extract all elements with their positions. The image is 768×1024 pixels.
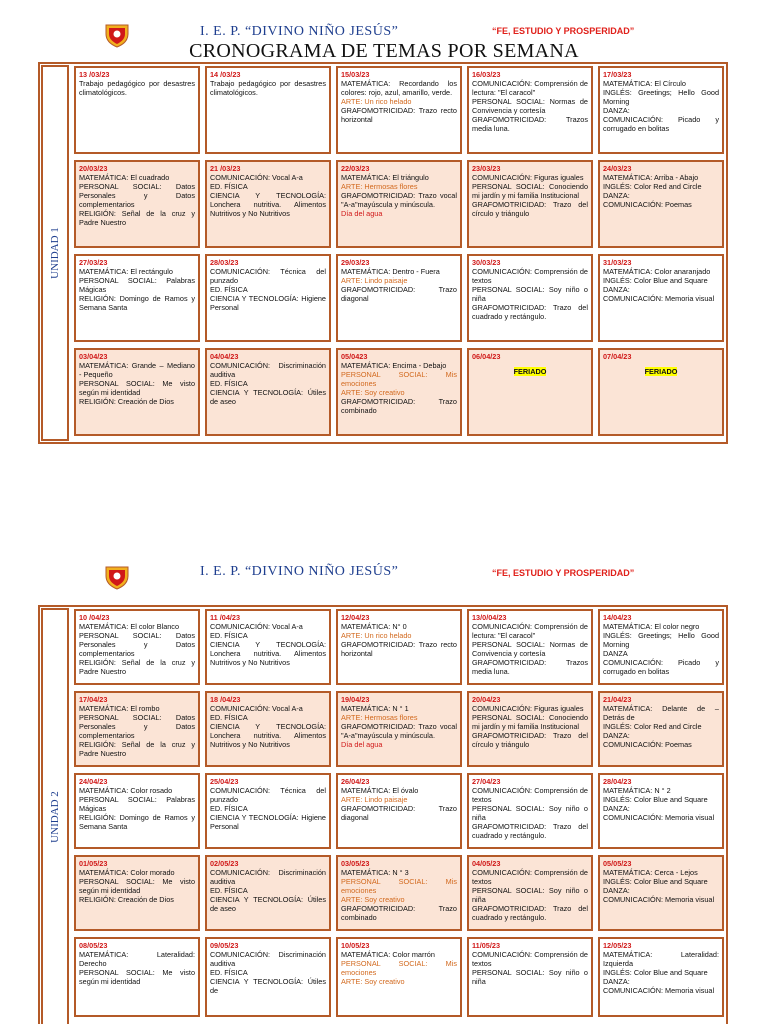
topic-line: COMUNICACIÓN: Figuras iguales xyxy=(472,704,584,713)
topic-line: PERSONAL SOCIAL: Me visto según mi identidad xyxy=(79,877,195,895)
topic-line: PERSONAL SOCIAL: Conociendo mi jardín y mi familia Institucional xyxy=(472,182,588,200)
schedule-cell xyxy=(467,609,593,685)
topic-line: COMUNICACIÓN: Comprensión de lectura: "El caracol" xyxy=(472,79,588,97)
unit2-schedule-grid xyxy=(74,609,724,1024)
topic-line: COMUNICACIÓN: Técnica del punzado xyxy=(210,267,326,285)
schedule-cell xyxy=(598,348,724,436)
schedule-cell xyxy=(205,609,331,685)
topic-line: ARTE: Un rico helado xyxy=(341,631,412,640)
topic-line: Trabajo pedagógico por desastres climatológicos. xyxy=(210,79,326,97)
schedule-cell xyxy=(467,66,593,154)
topic-line: PERSONAL SOCIAL: Normas de Convivencia y cortesía xyxy=(472,640,588,658)
topic-line: MATEMÁTICA: El rectángulo xyxy=(79,267,173,276)
topic-line: COMUNICACIÓN: Vocal A-a xyxy=(210,173,303,182)
topic-line: GRAFOMOTRICIDAD: Trazo vocal "A-a"mayúscula y minúscula. xyxy=(341,191,457,209)
cell-date: 25/04/23 xyxy=(210,777,239,786)
topic-line: ARTE: Soy creativo xyxy=(341,977,405,986)
topic-line: ARTE: Lindo paisaje xyxy=(341,795,408,804)
topic-line: COMUNICACIÓN: Discriminación auditiva xyxy=(210,868,326,886)
cell-date: 10/05/23 xyxy=(341,941,370,950)
topic-line: CIENCIA Y TECNOLOGÍA: Útiles de aseo xyxy=(210,388,326,406)
topic-line: COMUNICACIÓN: Memoria visual xyxy=(603,813,715,822)
schedule-cell xyxy=(74,773,200,849)
topic-line: MATEMÁTICA: Arriba - Abajo xyxy=(603,173,699,182)
schedule-cell xyxy=(467,773,593,849)
topic-line: CIENCIA Y TECNOLOGÍA: Higiene Personal xyxy=(210,813,326,831)
topic-line: Trabajo pedagógico por desastres climatológicos. xyxy=(79,79,195,97)
topic-line: MATEMÁTICA: Lateralidad: Derecho xyxy=(79,950,195,968)
topic-line: MATEMÁTICA: N ° 3 xyxy=(341,868,409,877)
cell-date: 13/0/04/23 xyxy=(472,613,507,622)
schedule-cell xyxy=(598,855,724,931)
schedule-cell xyxy=(467,855,593,931)
topic-line: DANZA: xyxy=(603,977,630,986)
topic-line: ARTE: Soy creativo xyxy=(341,388,405,397)
topic-line: COMUNICACIÓN: Poemas xyxy=(603,740,692,749)
cell-date: 13 /03/23 xyxy=(79,70,110,79)
topic-line: MATEMÁTICA: Grande – Mediano - Pequeño xyxy=(79,361,195,379)
topic-line: PERSONAL SOCIAL: Datos Personales y Datos complementarios xyxy=(79,631,195,658)
unit1-label-column xyxy=(41,65,69,441)
holiday-label xyxy=(472,367,588,376)
school-shield-logo-icon xyxy=(104,564,130,590)
topic-line: MATEMÁTICA: Color anaranjado xyxy=(603,267,711,276)
schedule-cell xyxy=(336,773,462,849)
topic-line: COMUNICACIÓN: Poemas xyxy=(603,200,692,209)
topic-line: PERSONAL SOCIAL: Soy niño o niña xyxy=(472,886,588,904)
schedule-cell xyxy=(598,609,724,685)
topic-line: ARTE: Hermosas flores xyxy=(341,713,418,722)
topic-line: COMUNICACIÓN: Picado y corrugado en bolitas xyxy=(603,115,719,133)
schedule-cell xyxy=(336,937,462,1017)
topic-line: INGLÉS: Color Blue and Square xyxy=(603,795,708,804)
cell-date: 05/0423 xyxy=(341,352,368,361)
cell-date: 20/03/23 xyxy=(79,164,108,173)
topic-line: COMUNICACIÓN: Comprensión de lectura: "El caracol" xyxy=(472,622,588,640)
cell-date: 04/04/23 xyxy=(210,352,239,361)
topic-line: RELIGIÓN: Señal de la cruz y Padre Nuestro xyxy=(79,658,195,676)
cell-date: 11 /04/23 xyxy=(210,613,241,622)
cell-date: 19/04/23 xyxy=(341,695,370,704)
topic-line: CIENCIA Y TECNOLOGÍA: Útiles de xyxy=(210,977,326,995)
topic-line: MATEMÁTICA: N° 0 xyxy=(341,622,407,631)
topic-line: PERSONAL SOCIAL: Datos Personales y Datos complementarios xyxy=(79,713,195,740)
topic-line: CIENCIA Y TECNOLOGÍA: Útiles de aseo xyxy=(210,895,326,913)
schedule-cell xyxy=(74,254,200,342)
schedule-cell xyxy=(598,254,724,342)
cell-date: 20/04/23 xyxy=(472,695,501,704)
cell-date: 12/05/23 xyxy=(603,941,632,950)
topic-line: CIENCIA Y TECNOLOGÍA: Lonchera nutritiva. Alimentos Nutritivos y No Nutritivos xyxy=(210,640,326,667)
unit2-label-column xyxy=(41,608,69,1024)
cell-date: 23/03/23 xyxy=(472,164,501,173)
cell-date: 27/04/23 xyxy=(472,777,501,786)
schedule-cell xyxy=(205,691,331,767)
topic-line: PERSONAL SOCIAL: Palabras Mágicas xyxy=(79,795,195,813)
topic-line: PERSONAL SOCIAL: Palabras Mágicas xyxy=(79,276,195,294)
topic-line: PERSONAL SOCIAL: Datos Personales y Datos complementarios xyxy=(79,182,195,209)
topic-line: COMUNICACIÓN: Picado y corrugado en bolitas xyxy=(603,658,719,676)
topic-line: COMUNICACIÓN: Memoria visual xyxy=(603,294,715,303)
topic-line: ED. FÍSICA xyxy=(210,379,248,388)
topic-line: PERSONAL SOCIAL: Soy niño o niña xyxy=(472,968,588,986)
cell-date: 17/03/23 xyxy=(603,70,632,79)
schedule-cell xyxy=(336,348,462,436)
cell-date: 08/05/23 xyxy=(79,941,108,950)
cell-date: 16/03/23 xyxy=(472,70,501,79)
topic-line: MATEMÁTICA: El color Blanco xyxy=(79,622,180,631)
topic-line: MATEMÁTICA: El triángulo xyxy=(341,173,429,182)
topic-line: GRAFOMOTRICIDAD: Trazos media luna. xyxy=(472,115,588,133)
topic-line: GRAFOMOTRICIDAD: Trazo combinado xyxy=(341,397,457,415)
topic-line: Día del agua xyxy=(341,740,383,749)
topic-line: INGLÉS: Greetings; Hello Good Morning xyxy=(603,88,719,106)
topic-line: ED. FÍSICA xyxy=(210,285,248,294)
schedule-cell xyxy=(467,348,593,436)
cell-date: 12/04/23 xyxy=(341,613,370,622)
page2-header xyxy=(0,556,768,596)
topic-line: MATEMÁTICA: El rombo xyxy=(79,704,160,713)
topic-line: GRAFOMOTRICIDAD: Trazo recto horizontal xyxy=(341,640,457,658)
holiday-highlight: FERIADO xyxy=(513,367,547,376)
cell-date: 26/04/23 xyxy=(341,777,370,786)
topic-line: CIENCIA Y TECNOLOGÍA: Lonchera nutritiva. Alimentos Nutritivos y No Nutritivos xyxy=(210,191,326,218)
topic-line: ARTE: Lindo paisaje xyxy=(341,276,408,285)
topic-line: INGLÉS: Color Red and Circle xyxy=(603,722,702,731)
topic-line: DANZA: xyxy=(603,285,630,294)
cell-date: 31/03/23 xyxy=(603,258,632,267)
topic-line: GRAFOMOTRICIDAD: Trazo del cuadrado y rectángulo. xyxy=(472,904,588,922)
topic-line: DANZA: xyxy=(603,886,630,895)
schedule-cell xyxy=(205,773,331,849)
topic-line: INGLÉS: Greetings; Hello Good Morning xyxy=(603,631,719,649)
cell-date: 24/03/23 xyxy=(603,164,632,173)
schedule-cell xyxy=(74,66,200,154)
cell-date: 14 /03/23 xyxy=(210,70,241,79)
topic-line: CIENCIA Y TECNOLOGÍA: Lonchera nutritiva. Alimentos Nutritivos y No Nutritivos xyxy=(210,722,326,749)
cell-date: 03/04/23 xyxy=(79,352,108,361)
topic-line: COMUNICACIÓN: Vocal A-a xyxy=(210,704,303,713)
cell-date: 21/04/23 xyxy=(603,695,632,704)
topic-line: PERSONAL SOCIAL: Mis emociones xyxy=(341,959,457,977)
topic-line: PERSONAL SOCIAL: Me visto según mi identidad xyxy=(79,379,195,397)
cell-date: 18 /04/23 xyxy=(210,695,241,704)
topic-line: MATEMÁTICA: N ° 1 xyxy=(341,704,409,713)
topic-line: GRAFOMOTRICIDAD: Trazo del cuadrado y rectángulo. xyxy=(472,822,588,840)
schedule-cell xyxy=(205,348,331,436)
cell-date: 10 /04/23 xyxy=(79,613,110,622)
cell-date: 27/03/23 xyxy=(79,258,108,267)
schedule-cell xyxy=(205,937,331,1017)
schedule-cell xyxy=(74,937,200,1017)
schedule-cell xyxy=(598,160,724,248)
topic-line: COMUNICACIÓN: Memoria visual xyxy=(603,986,715,995)
cell-date: 21 /03/23 xyxy=(210,164,241,173)
topic-line: MATEMÁTICA: Color marrón xyxy=(341,950,435,959)
cell-date: 06/04/23 xyxy=(472,352,501,361)
topic-line: PERSONAL SOCIAL: Soy niño o niña xyxy=(472,804,588,822)
schedule-cell xyxy=(467,254,593,342)
topic-line: COMUNICACIÓN: Técnica del punzado xyxy=(210,786,326,804)
topic-line: MATEMÁTICA: Lateralidad: Izquierda xyxy=(603,950,719,968)
topic-line: MATEMÁTICA: Color rosado xyxy=(79,786,173,795)
topic-line: GRAFOMOTRICIDAD: Trazo diagonal xyxy=(341,285,457,303)
school-motto: “FE, ESTUDIO Y PROSPERIDAD” xyxy=(492,568,635,578)
topic-line: RELIGIÓN: Domingo de Ramos y Semana Santa xyxy=(79,294,195,312)
topic-line: ED. FÍSICA xyxy=(210,968,248,977)
topic-line: MATEMÁTICA: Cerca - Lejos xyxy=(603,868,698,877)
topic-line: PERSONAL SOCIAL: Me visto según mi identidad xyxy=(79,968,195,986)
topic-line: COMUNICACIÓN: Memoria visual xyxy=(603,895,715,904)
cell-date: 28/03/23 xyxy=(210,258,239,267)
topic-line: MATEMÁTICA: Dentro - Fuera xyxy=(341,267,440,276)
topic-line: RELIGIÓN: Señal de la cruz y Padre Nuestro xyxy=(79,209,195,227)
cell-date: 02/05/23 xyxy=(210,859,239,868)
topic-line: COMUNICACIÓN: Vocal A-a xyxy=(210,622,303,631)
topic-line: ARTE: Un rico helado xyxy=(341,97,412,106)
topic-line: MATEMÁTICA: Color morado xyxy=(79,868,175,877)
topic-line: COMUNICACIÓN: Comprensión de textos xyxy=(472,950,588,968)
topic-line: GRAFOMOTRICIDAD: Trazos media luna. xyxy=(472,658,588,676)
schedule-cell xyxy=(336,66,462,154)
schedule-cell xyxy=(467,937,593,1017)
topic-line: COMUNICACIÓN: Comprensión de textos xyxy=(472,868,588,886)
cell-date: 05/05/23 xyxy=(603,859,632,868)
schedule-cell xyxy=(205,66,331,154)
cell-date: 28/04/23 xyxy=(603,777,632,786)
topic-line: COMUNICACIÓN: Discriminación auditiva xyxy=(210,361,326,379)
cell-date: 17/04/23 xyxy=(79,695,108,704)
unit1-schedule-grid xyxy=(74,66,724,436)
topic-line: MATEMÁTICA: Delante de – Detrás de xyxy=(603,704,719,722)
holiday-label xyxy=(603,367,719,376)
topic-line: GRAFOMOTRICIDAD: Trazo combinado xyxy=(341,904,457,922)
topic-line: MATEMÁTICA: Recordando los colores: rojo, azul, amarillo, verde. xyxy=(341,79,457,97)
topic-line: DANZA: xyxy=(603,106,630,115)
topic-line: ED. FÍSICA xyxy=(210,886,248,895)
topic-line: RELIGIÓN: Creación de Dios xyxy=(79,397,174,406)
schedule-cell xyxy=(598,691,724,767)
schedule-cell xyxy=(205,254,331,342)
cell-date: 09/05/23 xyxy=(210,941,239,950)
cell-date: 24/04/23 xyxy=(79,777,108,786)
schedule-cell xyxy=(74,691,200,767)
topic-line: INGLÉS: Color Blue and Square xyxy=(603,968,708,977)
topic-line: MATEMÁTICA: El óvalo xyxy=(341,786,419,795)
topic-line: INGLÉS: Color Red and Circle xyxy=(603,182,702,191)
page-title: CRONOGRAMA DE TEMAS POR SEMANA xyxy=(189,40,579,62)
topic-line: DANZA xyxy=(603,649,628,658)
cell-date: 29/03/23 xyxy=(341,258,370,267)
schedule-cell xyxy=(467,160,593,248)
topic-line: RELIGIÓN: Creación de Dios xyxy=(79,895,174,904)
topic-line: DANZA: xyxy=(603,191,630,200)
topic-line: MATEMÁTICA: El Círculo xyxy=(603,79,686,88)
topic-line: INGLÉS: Color Blue and Square xyxy=(603,276,708,285)
topic-line: GRAFOMOTRICIDAD: Trazo del cuadrado y rectángulo. xyxy=(472,303,588,321)
holiday-highlight: FERIADO xyxy=(644,367,678,376)
schedule-cell xyxy=(467,691,593,767)
topic-line: RELIGIÓN: Domingo de Ramos y Semana Santa xyxy=(79,813,195,831)
topic-line: COMUNICACIÓN: Discriminación auditiva xyxy=(210,950,326,968)
topic-line: ARTE: Soy creativo xyxy=(341,895,405,904)
topic-line: COMUNICACIÓN: Comprensión de textos xyxy=(472,786,588,804)
cell-date: 04/05/23 xyxy=(472,859,501,868)
cell-date: 01/05/23 xyxy=(79,859,108,868)
cell-date: 30/03/23 xyxy=(472,258,501,267)
schedule-cell xyxy=(74,348,200,436)
topic-line: MATEMÁTICA: El cuadrado xyxy=(79,173,170,182)
topic-line: INGLÉS: Color Blue and Square xyxy=(603,877,708,886)
schedule-cell xyxy=(74,609,200,685)
schedule-cell xyxy=(336,160,462,248)
topic-line: DANZA: xyxy=(603,731,630,740)
topic-line: PERSONAL SOCIAL: Mis emociones xyxy=(341,877,457,895)
schedule-cell xyxy=(336,254,462,342)
schedule-cell xyxy=(598,937,724,1017)
topic-line: MATEMÁTICA: El color negro xyxy=(603,622,700,631)
topic-line: ED. FÍSICA xyxy=(210,182,248,191)
topic-line: GRAFOMOTRICIDAD: Trazo recto horizontal xyxy=(341,106,457,124)
topic-line: PERSONAL SOCIAL: Conociendo mi jardín y mi familia Institucional xyxy=(472,713,588,731)
topic-line: GRAFOMOTRICIDAD: Trazo del círculo y triángulo xyxy=(472,200,588,218)
topic-line: CIENCIA Y TECNOLOGÍA: Higiene Personal xyxy=(210,294,326,312)
unit1-label: UNIDAD 1 xyxy=(49,227,61,279)
schedule-cell xyxy=(598,773,724,849)
schedule-cell xyxy=(336,855,462,931)
cell-date: 03/05/23 xyxy=(341,859,370,868)
cell-date: 15/03/23 xyxy=(341,70,370,79)
topic-line: RELIGIÓN: Señal de la cruz y Padre Nuestro xyxy=(79,740,195,758)
unit2-label: UNIDAD 2 xyxy=(49,791,61,843)
topic-line: PERSONAL SOCIAL: Normas de Convivencia y cortesía xyxy=(472,97,588,115)
cell-date: 14/04/23 xyxy=(603,613,632,622)
school-name: I. E. P. “DIVINO NIÑO JESÚS” xyxy=(200,24,399,39)
topic-line: GRAFOMOTRICIDAD: Trazo vocal "A-a"mayúscula y minúscula. xyxy=(341,722,457,740)
schedule-cell xyxy=(74,160,200,248)
schedule-cell xyxy=(205,160,331,248)
topic-line: ED. FÍSICA xyxy=(210,713,248,722)
school-name: I. E. P. “DIVINO NIÑO JESÚS” xyxy=(200,564,399,579)
topic-line: PERSONAL SOCIAL: Soy niño o niña xyxy=(472,285,588,303)
topic-line: DANZA: xyxy=(603,804,630,813)
topic-line: GRAFOMOTRICIDAD: Trazo del círculo y triángulo xyxy=(472,731,588,749)
cell-date: 07/04/23 xyxy=(603,352,632,361)
topic-line: MATEMÁTICA: Encima - Debajo xyxy=(341,361,447,370)
topic-line: ED. FÍSICA xyxy=(210,804,248,813)
topic-line: GRAFOMOTRICIDAD: Trazo diagonal xyxy=(341,804,457,822)
topic-line: COMUNICACIÓN: Comprensión de textos xyxy=(472,267,588,285)
schedule-cell xyxy=(336,691,462,767)
topic-line: ARTE: Hermosas flores xyxy=(341,182,418,191)
topic-line: ED. FÍSICA xyxy=(210,631,248,640)
cell-date: 11/05/23 xyxy=(472,941,501,950)
topic-line: MATEMÁTICA: N ° 2 xyxy=(603,786,671,795)
topic-line: COMUNICACIÓN: Figuras iguales xyxy=(472,173,584,182)
schedule-cell xyxy=(598,66,724,154)
schedule-cell xyxy=(336,609,462,685)
topic-line: PERSONAL SOCIAL: Mis emociones xyxy=(341,370,457,388)
schedule-cell xyxy=(74,855,200,931)
school-motto: “FE, ESTUDIO Y PROSPERIDAD” xyxy=(492,26,635,36)
topic-line: Día del agua xyxy=(341,209,383,218)
schedule-cell xyxy=(205,855,331,931)
cell-date: 22/03/23 xyxy=(341,164,370,173)
